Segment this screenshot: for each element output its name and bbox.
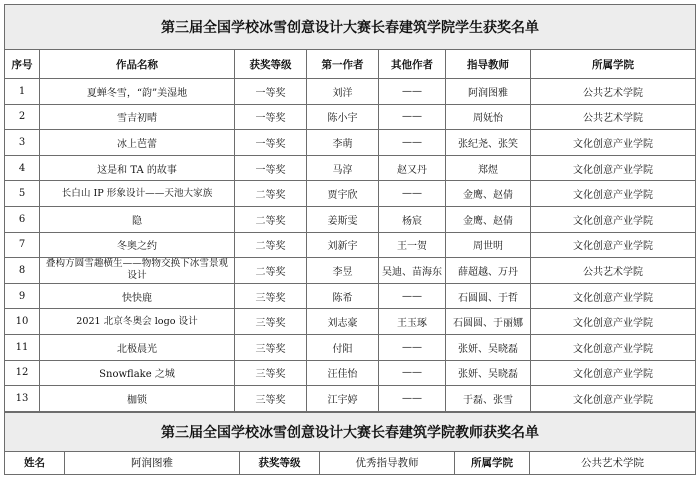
cell-other-authors: 赵又丹 [379,155,446,181]
cell-college: 公共艺术学院 [531,258,696,284]
cell-advisor: 周妩怡 [446,104,531,130]
cell-index: 6 [5,206,40,232]
table-row [5,309,696,335]
cell-first-author: 刘洋 [307,79,379,105]
cell-college: 文化创意产业学院 [531,232,696,258]
cell-work-name: 雪吉初晴 [40,104,235,130]
cell-advisor: 阿润图雅 [446,79,531,105]
cell-college: 文化创意产业学院 [531,130,696,156]
table-row [5,155,696,181]
cell-advisor: 石圆圆、于丽娜 [446,309,531,335]
cell-first-author: 马淳 [307,155,379,181]
table-row [5,232,696,258]
cell-college: 文化创意产业学院 [531,386,696,412]
cell-index: 7 [5,232,40,258]
table-row [5,130,696,156]
cell-index: 12 [5,360,40,386]
cell-other-authors: —— [379,181,446,207]
cell-award-level: 一等奖 [235,130,307,156]
teacher-level-value: 优秀指导教师 [320,451,455,474]
student-table-title-row [5,5,696,50]
cell-other-authors: 吴迪、苗海东 [379,258,446,284]
cell-college: 文化创意产业学院 [531,360,696,386]
cell-index: 9 [5,283,40,309]
header-college: 所属学院 [531,50,696,79]
cell-other-authors: 王玉琢 [379,309,446,335]
teacher-college-value: 公共艺术学院 [530,451,696,474]
cell-advisor: 于磊、张雪 [446,386,531,412]
cell-index: 13 [5,386,40,412]
cell-college: 文化创意产业学院 [531,283,696,309]
cell-other-authors: —— [379,104,446,130]
cell-advisor: 金鹰、赵倩 [446,181,531,207]
cell-first-author: 陈小宇 [307,104,379,130]
teacher-table [4,412,696,475]
teacher-table-title: 第三届全国学校冰雪创意设计大赛长春建筑学院教师获奖名单 [5,412,696,451]
cell-award-level: 一等奖 [235,155,307,181]
cell-work-name: 这是和 TA 的故事 [40,155,235,181]
table-row [5,104,696,130]
cell-first-author: 汪佳怡 [307,360,379,386]
cell-index: 10 [5,309,40,335]
cell-other-authors: 王一贺 [379,232,446,258]
cell-work-name: 夏蝉冬雪，“韵”美湿地 [40,79,235,105]
cell-work-name: 冬奥之约 [40,232,235,258]
cell-other-authors: 杨宸 [379,206,446,232]
cell-index: 11 [5,334,40,360]
cell-index: 5 [5,181,40,207]
cell-work-name: 长白山 IP 形象设计——天池大家族 [40,181,235,207]
cell-other-authors: —— [379,360,446,386]
cell-other-authors: —— [379,334,446,360]
cell-college: 公共艺术学院 [531,104,696,130]
header-first-author: 第一作者 [307,50,379,79]
cell-work-name: 快快鹿 [40,283,235,309]
table-row [5,79,696,105]
cell-first-author: 付阳 [307,334,379,360]
teacher-name-value: 阿润图雅 [65,451,240,474]
cell-index: 8 [5,258,40,284]
cell-first-author: 陈希 [307,283,379,309]
header-work-name: 作品名称 [40,50,235,79]
cell-work-name: Snowflake 之城 [40,360,235,386]
table-row [5,360,696,386]
table-row [5,386,696,412]
cell-award-level: 三等奖 [235,334,307,360]
cell-award-level: 三等奖 [235,360,307,386]
cell-index: 4 [5,155,40,181]
teacher-college-label: 所属学院 [455,451,530,474]
cell-advisor: 薛超越、万丹 [446,258,531,284]
cell-other-authors: —— [379,130,446,156]
cell-award-level: 三等奖 [235,386,307,412]
cell-award-level: 一等奖 [235,79,307,105]
cell-award-level: 一等奖 [235,104,307,130]
cell-work-name: 冰上芭蕾 [40,130,235,156]
cell-advisor: 石圆圆、于哲 [446,283,531,309]
cell-index: 1 [5,79,40,105]
cell-college: 文化创意产业学院 [531,206,696,232]
cell-work-name: 叠构方圆雪趣横生——物物交换下冰雪景观设计 [40,258,235,284]
cell-college: 文化创意产业学院 [531,155,696,181]
cell-other-authors: —— [379,283,446,309]
cell-work-name: 隐 [40,206,235,232]
table-row [5,206,696,232]
cell-first-author: 姜斯雯 [307,206,379,232]
cell-index: 2 [5,104,40,130]
cell-award-level: 二等奖 [235,181,307,207]
cell-award-level: 三等奖 [235,283,307,309]
cell-advisor: 郑煜 [446,155,531,181]
cell-award-level: 三等奖 [235,309,307,335]
header-advisor: 指导教师 [446,50,531,79]
cell-other-authors: —— [379,79,446,105]
award-document [4,4,695,488]
cell-first-author: 刘新宇 [307,232,379,258]
student-table-title: 第三届全国学校冰雪创意设计大赛长春建筑学院学生获奖名单 [5,5,696,50]
cell-work-name: 北极晨光 [40,334,235,360]
cell-work-name: 2021 北京冬奥会 logo 设计 [40,309,235,335]
table-row [5,283,696,309]
teacher-row [5,451,696,474]
cell-other-authors: —— [379,386,446,412]
cell-advisor: 张妍、吴晓磊 [446,334,531,360]
cell-college: 文化创意产业学院 [531,309,696,335]
table-row [5,181,696,207]
header-row [5,50,696,79]
cell-award-level: 二等奖 [235,232,307,258]
cell-first-author: 贾宇欣 [307,181,379,207]
header-index: 序号 [5,50,40,79]
cell-first-author: 刘志豪 [307,309,379,335]
header-other-authors: 其他作者 [379,50,446,79]
cell-advisor: 周世明 [446,232,531,258]
teacher-table-title-row [5,412,696,451]
award-table [4,4,696,412]
cell-college: 文化创意产业学院 [531,181,696,207]
cell-first-author: 江宇婷 [307,386,379,412]
cell-index: 3 [5,130,40,156]
table-row [5,334,696,360]
teacher-name-label: 姓名 [5,451,65,474]
cell-college: 公共艺术学院 [531,79,696,105]
table-row [5,258,696,284]
teacher-level-label: 获奖等级 [240,451,320,474]
cell-award-level: 二等奖 [235,258,307,284]
cell-advisor: 张妍、吴晓磊 [446,360,531,386]
header-award-level: 获奖等级 [235,50,307,79]
cell-first-author: 李昱 [307,258,379,284]
cell-work-name: 枷锁 [40,386,235,412]
cell-advisor: 金鹰、赵倩 [446,206,531,232]
cell-first-author: 李萌 [307,130,379,156]
cell-college: 文化创意产业学院 [531,334,696,360]
cell-award-level: 二等奖 [235,206,307,232]
cell-advisor: 张纪尧、张笑 [446,130,531,156]
